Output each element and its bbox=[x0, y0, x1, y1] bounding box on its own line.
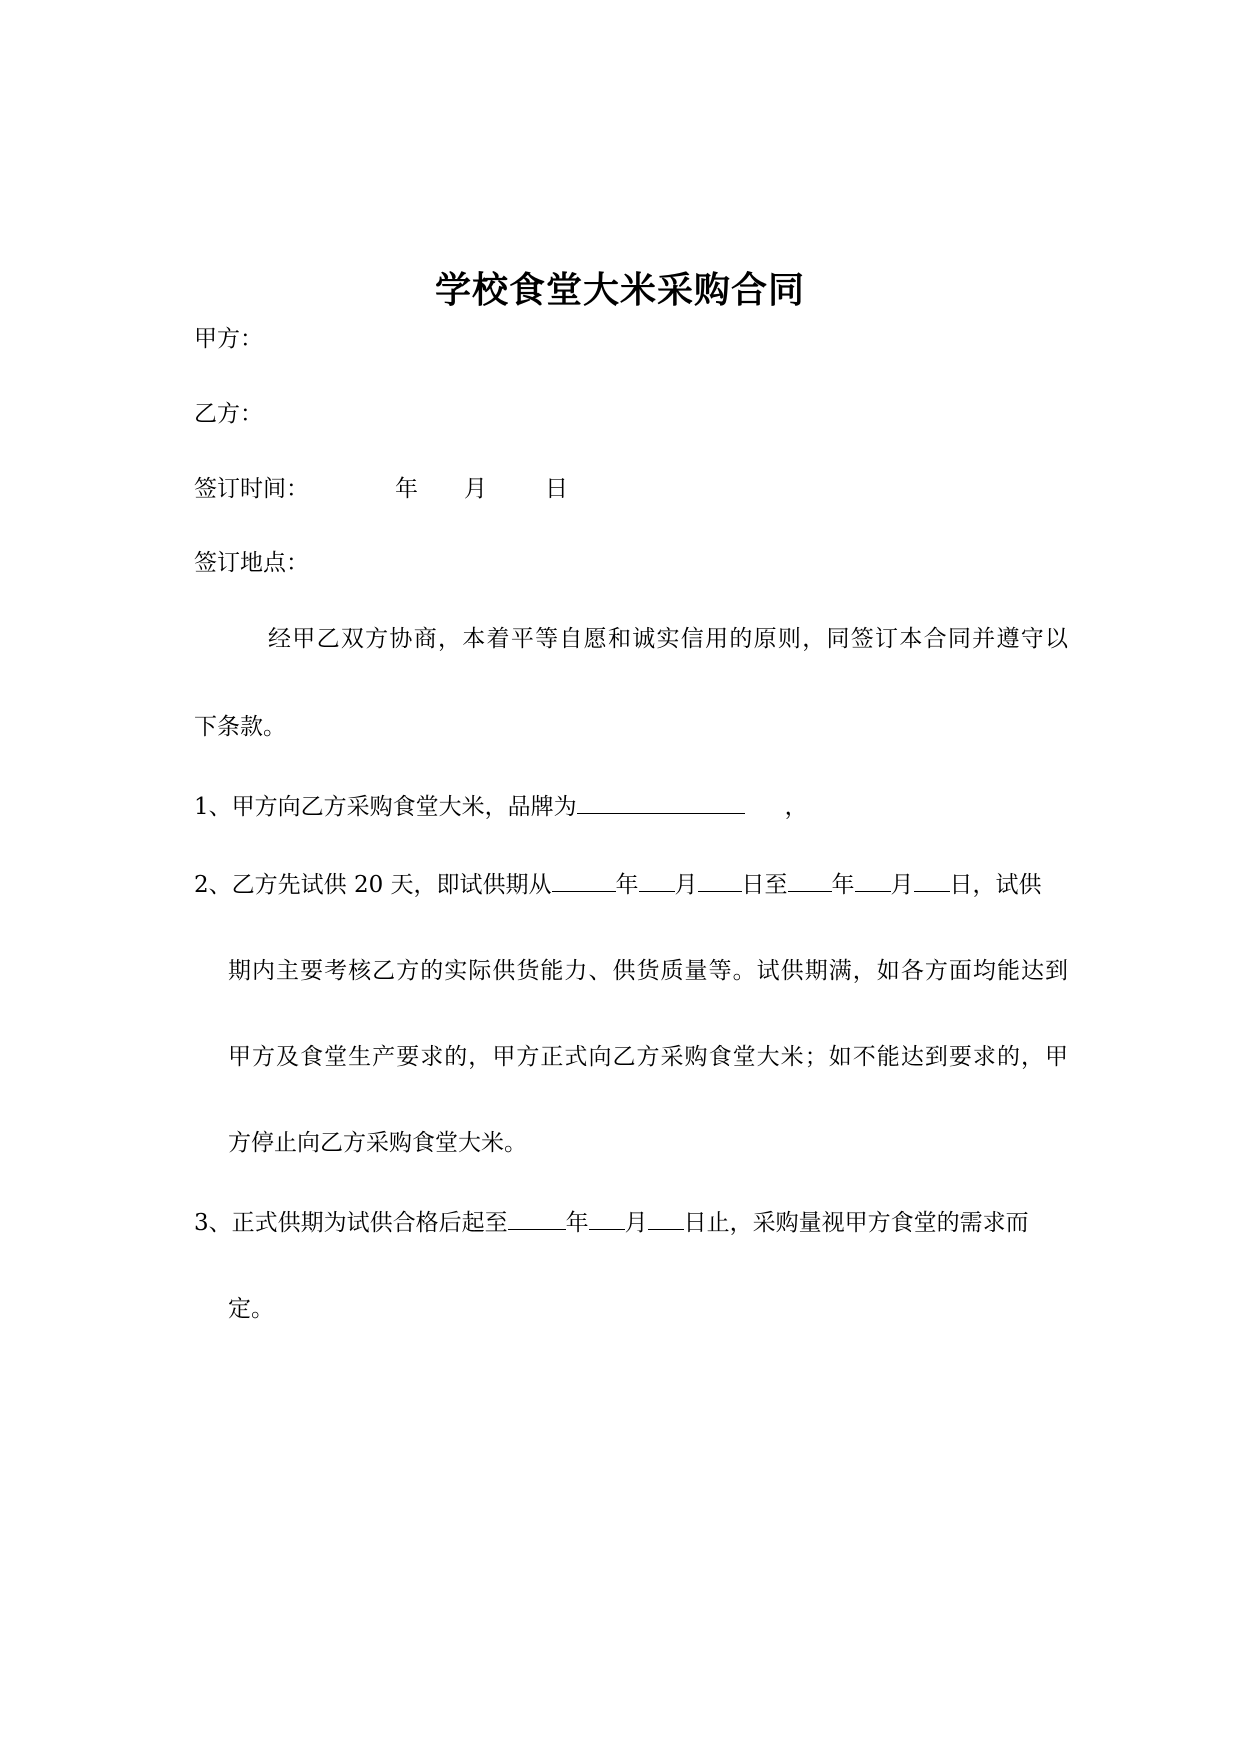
trial-start-year-blank bbox=[552, 869, 616, 892]
clause-1 bbox=[194, 791, 808, 823]
clause-1-text: 1、甲方向乙方采购食堂大米，品牌为 bbox=[194, 794, 577, 820]
document-title: 学校食堂大米采购合同 bbox=[434, 269, 805, 311]
trial-end-year-label: 年 bbox=[831, 872, 855, 898]
trial-start-day-blank bbox=[698, 869, 742, 892]
clause-2-line-1 bbox=[194, 869, 1068, 901]
clause-3-line-2: 定。 bbox=[228, 1296, 274, 1322]
sign-time-label: 签订时间： bbox=[194, 476, 309, 502]
sign-place-label: 签订地点： bbox=[194, 550, 309, 576]
formal-end-year-label: 年 bbox=[565, 1210, 589, 1236]
trial-end-year-blank bbox=[788, 869, 832, 892]
trial-end-day-blank bbox=[914, 869, 950, 892]
formal-end-day-label: 日止，采购量视甲方食堂的需求而 bbox=[683, 1210, 1029, 1236]
sign-year-label: 年 bbox=[395, 476, 418, 502]
clause-1-comma: ， bbox=[784, 794, 808, 820]
clause-2-line-4: 方停止向乙方采购食堂大米。 bbox=[228, 1130, 527, 1156]
trial-start-day-label: 日至 bbox=[741, 872, 788, 898]
party-a-label: 甲方： bbox=[194, 326, 263, 352]
sign-time-row bbox=[194, 473, 568, 505]
brand-blank bbox=[577, 791, 745, 814]
intro-line-1: 经甲乙双方协商，本着平等自愿和诚实信用的原则，同签订本合同并遵守以 bbox=[268, 626, 1068, 652]
clause-2-line-2: 期内主要考核乙方的实际供货能力、供货质量等。试供期满，如各方面均能达到 bbox=[228, 958, 1068, 984]
clause-3-prefix: 3、正式供期为试供合格后起至 bbox=[194, 1210, 508, 1236]
trial-start-month-blank bbox=[639, 869, 675, 892]
sign-month-label: 月 bbox=[464, 476, 487, 502]
trial-start-month-label: 月 bbox=[674, 872, 698, 898]
intro-line-2: 下条款。 bbox=[194, 714, 286, 740]
clause-2-prefix: 2、乙方先试供 20 天，即试供期从 bbox=[194, 872, 552, 898]
party-b-label: 乙方： bbox=[194, 401, 263, 427]
formal-end-year-blank bbox=[508, 1207, 566, 1230]
trial-end-day-label: 日，试供 bbox=[949, 872, 1042, 898]
trial-end-month-blank bbox=[855, 869, 891, 892]
clause-3-line-1 bbox=[194, 1207, 1068, 1239]
clause-2-line-3: 甲方及食堂生产要求的，甲方正式向乙方采购食堂大米；如不能达到要求的，甲 bbox=[228, 1044, 1068, 1070]
formal-end-month-blank bbox=[589, 1207, 625, 1230]
trial-start-year-label: 年 bbox=[615, 872, 639, 898]
sign-day-label: 日 bbox=[545, 476, 568, 502]
formal-end-month-label: 月 bbox=[624, 1210, 648, 1236]
trial-end-month-label: 月 bbox=[890, 872, 914, 898]
formal-end-day-blank bbox=[648, 1207, 684, 1230]
